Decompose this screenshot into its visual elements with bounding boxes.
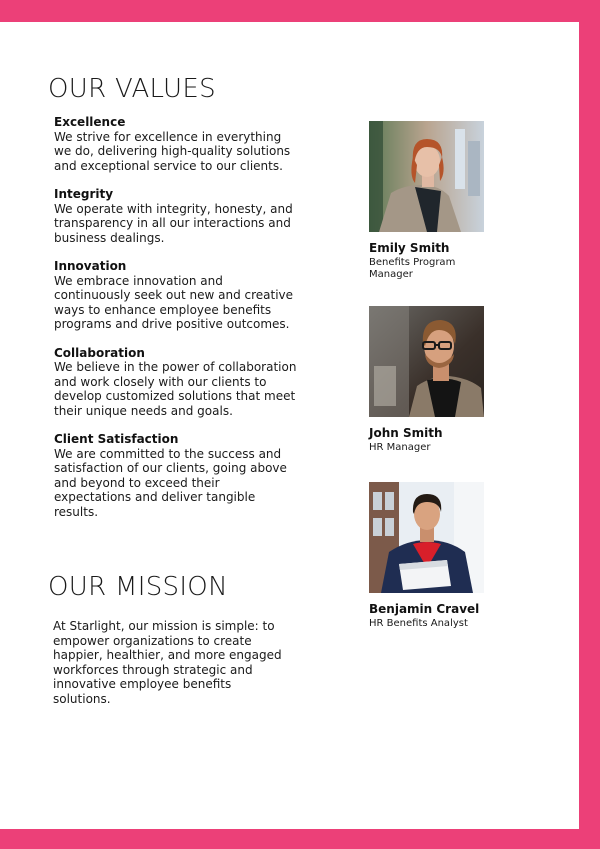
value-description: We are committed to the success and satisfaction of our clients, going above and beyond to exceed their expectations and deliver tangible results.	[54, 446, 287, 519]
accent-bar-top	[0, 0, 600, 22]
team-member-role: HR Manager	[369, 442, 431, 453]
team-member-name: Benjamin Cravel	[369, 602, 480, 616]
value-item-client-satisfaction	[54, 432, 300, 519]
values-list	[54, 115, 300, 533]
team-member-role: HR Benefits Analyst	[369, 618, 468, 629]
value-item-collaboration	[54, 346, 300, 419]
value-title: Integrity	[54, 187, 114, 201]
team-member-role: Benefits Program Manager	[369, 257, 456, 280]
team-member-name: John Smith	[369, 426, 443, 440]
value-title: Collaboration	[54, 345, 145, 360]
accent-bar-right	[579, 0, 600, 849]
value-item-innovation	[54, 259, 300, 332]
team-member-card	[369, 482, 489, 630]
value-description: We strive for excellence in everything we do, delivering high-quality solutions and exceptional service to our clients.	[54, 129, 291, 173]
value-title: Client Satisfaction	[54, 432, 179, 446]
value-description: We embrace innovation and continuously seek out new and creative ways to enhance employee benefits programs and drive positive outcomes.	[54, 273, 294, 331]
value-title: Excellence	[54, 115, 126, 129]
team-member-name: Emily Smith	[369, 241, 450, 255]
value-title: Innovation	[54, 259, 127, 273]
value-description: We operate with integrity, honesty, and transparency in all our interactions and business dealings.	[54, 201, 293, 245]
values-heading: OUR VALUES	[48, 74, 216, 104]
value-description: We believe in the power of collaboration and work closely with our clients to develop customized solutions that meet their unique needs and goals.	[54, 360, 297, 418]
mission-heading: OUR MISSION	[48, 572, 228, 602]
team-member-card	[369, 306, 489, 454]
value-item-integrity	[54, 187, 300, 245]
mission-statement: At Starlight, our mission is simple: to empower organizations to create happier, healthier, and more engaged workforces through strategic and innovative employee benefits solutions.	[53, 619, 282, 706]
accent-bar-bottom	[0, 829, 600, 849]
team-member-card	[369, 121, 489, 281]
portrait-photo	[369, 121, 484, 232]
value-item-excellence	[54, 115, 300, 173]
portrait-photo	[369, 482, 484, 593]
portrait-photo	[369, 306, 484, 417]
